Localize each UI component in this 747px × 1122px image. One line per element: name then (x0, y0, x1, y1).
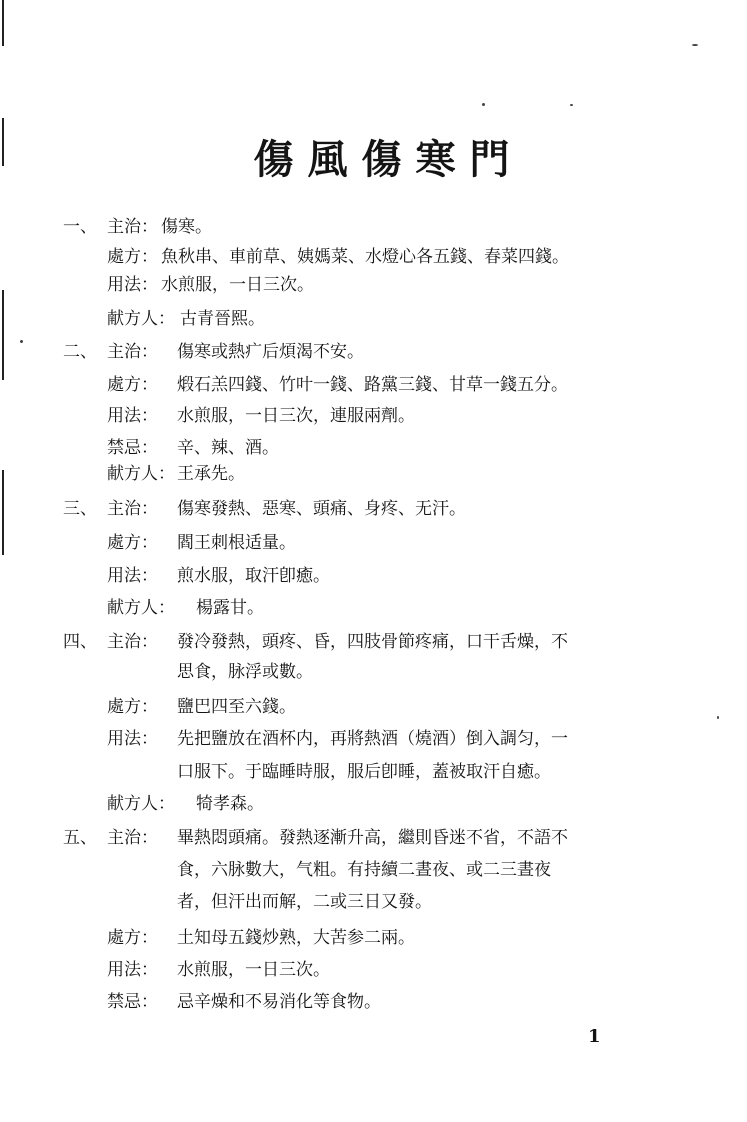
field-label: 處方： (107, 375, 158, 395)
field-label: 献方人： (107, 794, 175, 814)
scan-speck (20, 340, 23, 343)
field-label: 主治： (107, 342, 158, 362)
scan-speck (717, 716, 719, 719)
field-label: 用法： (107, 566, 158, 586)
scan-edge-mark (2, 470, 4, 555)
field-text: 古青晉熙。 (180, 309, 265, 329)
field-text: 犄孝森。 (196, 794, 264, 814)
page-title: 傷風傷寒門 (253, 136, 524, 183)
field-label: 主治： (107, 828, 158, 848)
field-text: 煎水服，取汗卽癒。 (177, 566, 330, 586)
field-label: 用法： (107, 729, 158, 749)
field-label: 主治： (107, 217, 158, 237)
scan-speck (570, 104, 573, 106)
field-text: 水煎服，一日三次。 (177, 960, 330, 980)
entry-index: 二、 (63, 342, 97, 362)
field-text: 傷寒或熱疒后煩渴不安。 (177, 342, 364, 362)
field-text: 畢熱悶頭痛。發熱逐漸升高，繼則昏迷不省，不語不 (177, 828, 568, 848)
field-label: 献方人： (107, 309, 175, 329)
field-label: 禁忌： (107, 992, 158, 1012)
field-label: 献方人： (107, 464, 175, 484)
entry-index: 四、 (63, 632, 97, 652)
field-text: 水煎服，一日三次。 (161, 275, 314, 295)
field-text: 辛、辣、酒。 (177, 438, 279, 458)
scan-speck (482, 103, 485, 106)
page-number: 1 (588, 1026, 601, 1047)
field-label: 處方： (107, 928, 158, 948)
field-text: 傷寒發熱、惡寒、頭痛、身疼、无汗。 (177, 499, 466, 519)
field-label: 用法： (107, 960, 158, 980)
field-text: 楊露甘。 (196, 598, 264, 618)
field-text: 閻王刺根适量。 (177, 533, 296, 553)
field-text: 鹽巴四至六錢。 (177, 697, 296, 717)
scan-edge-mark (2, 0, 4, 46)
field-label: 主治： (107, 499, 158, 519)
entry-index: 三、 (63, 499, 97, 519)
field-text: 王承先。 (177, 464, 245, 484)
field-text: 魚秋串、車前草、姨媽菜、水燈心各五錢、春菜四錢。 (161, 247, 569, 267)
field-text: 先把鹽放在酒杯内，再將熱酒（燒酒）倒入調匀，一 (177, 729, 568, 749)
field-text: 煅石羔四錢、竹叶一錢、路黨三錢、甘草一錢五分。 (177, 375, 568, 395)
entry-index: 一、 (63, 217, 97, 237)
field-label: 主治： (107, 632, 158, 652)
field-text: 水煎服，一日三次，連服兩劑。 (177, 406, 415, 426)
field-text: 傷寒。 (161, 217, 212, 237)
field-label: 用法： (107, 406, 158, 426)
field-label: 用法： (107, 275, 158, 295)
field-text-continuation: 思食，脉浮或數。 (177, 662, 313, 682)
field-text: 發冷發熱，頭疼、昏，四肢骨節疼痛，口干舌燥，不 (177, 632, 568, 652)
field-text-continuation: 者，但汗出而解，二或三日又發。 (177, 892, 432, 912)
scan-speck (692, 44, 698, 46)
field-label: 處方： (107, 697, 158, 717)
field-text-continuation: 口服下。于臨睡時服，服后卽睡，蓋被取汗自癒。 (177, 762, 551, 782)
field-label: 處方： (107, 247, 158, 267)
field-text: 忌辛燥和不易消化等食物。 (177, 992, 381, 1012)
entry-index: 五、 (63, 828, 97, 848)
field-label: 禁忌： (107, 438, 158, 458)
field-label: 献方人： (107, 598, 175, 618)
field-text: 土知母五錢炒熟，大苦参二兩。 (177, 928, 415, 948)
field-text-continuation: 食，六脉數大，气粗。有持續二晝夜、或二三晝夜 (177, 860, 551, 880)
scan-edge-mark (2, 290, 4, 380)
field-label: 處方： (107, 533, 158, 553)
